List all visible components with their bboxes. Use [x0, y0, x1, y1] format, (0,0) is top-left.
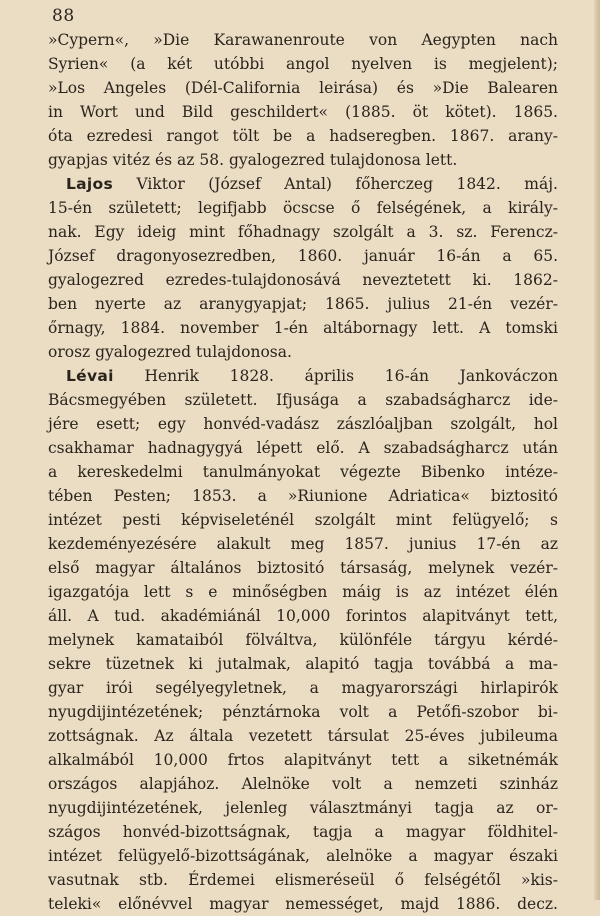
text-line: intézet pesti képviseleténél szolgált mint felügyelő; s — [48, 511, 558, 529]
text-line: vasutnak stb. Érdemei elismeréseül ő felségétől »kis- — [48, 871, 558, 889]
text-line: nak. Egy ideig mint főhadnagy szolgált a 3. sz. Ferencz- — [48, 223, 558, 241]
text-line: 15-én született; legifjabb öcscse ő felségének, a király- — [48, 199, 558, 217]
text-line: őrnagy, 1884. november 1-én altábornagy lett. A tomski — [48, 319, 558, 337]
text-line: tében Pesten; 1853. a »Riunione Adriatica« biztositó — [48, 487, 558, 505]
text-line: orosz gyalogezred tulajdonosa. — [48, 343, 292, 361]
text-line: gyapjas vitéz és az 58. gyalogezred tulajdonosa lett. — [48, 151, 458, 169]
headword-levai: Lévai — [66, 367, 114, 385]
text-line: kezdeményezésére alakult meg 1857. junius 17-én az — [48, 535, 558, 553]
text-line: »Los Angeles (Dél-California leirása) és »Die Balearen — [48, 79, 558, 97]
entry-lajos-first-line — [66, 172, 558, 196]
text-line: ben nyerte az aranygyapjat; 1865. julius 21-én vezér- — [48, 295, 558, 313]
text-line: óta ezredesi rangot tölt be a hadseregben. 1867. arany- — [48, 127, 558, 145]
text-line: József dragonyosezredben, 1860. január 16-án a 65. — [48, 247, 558, 265]
text-line: gyar irói segélyegyletnek, a magyarországi hirlapirók — [48, 679, 558, 697]
text-line: nyugdijintézetének; pénztárnoka volt a Petőfi-szobor bi- — [48, 703, 558, 721]
text-line: igazgatója lett s e minőségben máig is az intézet élén — [48, 583, 558, 601]
text-line: első magyar általános biztositó társaság, melynek vezér- — [48, 559, 558, 577]
text-line: sekre tüzetnek ki jutalmak, alapitó tagja továbbá a ma- — [48, 655, 558, 673]
text-line: zottságnak. Az általa vezetett társulat 25-éves jubileuma — [48, 727, 558, 745]
text-line: nyugdijintézetének, jelenleg választmányi tagja az or- — [48, 799, 558, 817]
text-line: Bácsmegyében született. Ifjusága a szabadságharcz ide- — [48, 391, 558, 409]
text-fragment: Viktor (József Antal) főherczeg 1842. máj. — [136, 175, 558, 193]
text-line: áll. A tud. akadémiánál 10,000 forintos alapitványt tett, — [48, 607, 558, 625]
entry-levai-first-line — [66, 364, 558, 388]
text-line: melynek kamataiból fölváltva, különféle tárgyu kérdé- — [48, 631, 558, 649]
text-fragment: Henrik 1828. április 16-án Jankováczon — [144, 367, 558, 385]
text-line: a kereskedelmi tanulmányokat végezte Bibenko intéze- — [48, 463, 558, 481]
text-line: gyalogezred ezredes-tulajdonosává neveztetett ki. 1862- — [48, 271, 558, 289]
page-edge-shadow — [594, 0, 600, 900]
text-line: in Wort und Bild geschildert« (1885. öt kötet). 1865. — [48, 103, 558, 121]
text-line: »Cypern«, »Die Karawanenroute von Aegypten nach — [48, 31, 558, 49]
text-line: jére esett; egy honvéd-vadász zászlóaljban szolgált, hol — [48, 415, 558, 433]
text-line: intézet felügyelő-bizottságának, alelnöke a magyar északi — [48, 847, 558, 865]
text-line: szágos honvéd-bizottságnak, tagja a magyar földhitel- — [48, 823, 558, 841]
text-line: csakhamar hadnagygyá lépett elő. A szabadságharcz után — [48, 439, 558, 457]
text-line: Syrien« (a két utóbbi angol nyelven is megjelent); — [48, 55, 558, 73]
headword-lajos: Lajos — [66, 175, 114, 193]
text-line: teleki« előnévvel magyar nemességet, majd 1886. decz. — [48, 895, 558, 913]
text-line: alkalmából 10,000 frtos alapitványt tett a siketnémák — [48, 751, 558, 769]
page-number: 88 — [52, 6, 75, 26]
text-line: országos alapjához. Alelnöke volt a nemzeti szinház — [48, 775, 558, 793]
